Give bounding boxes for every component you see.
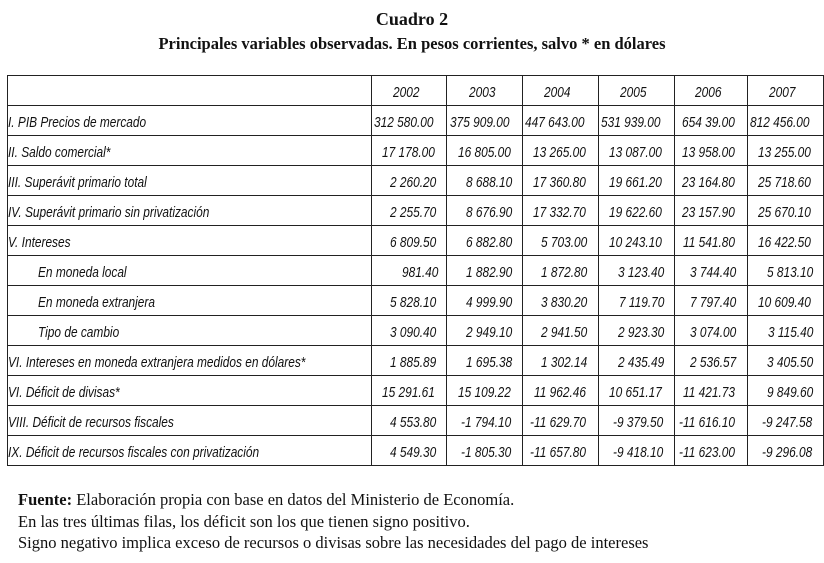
value-cell: [447, 376, 523, 406]
year-header: [371, 76, 447, 106]
value-cell: [371, 286, 447, 316]
cell-value: -9 418.10: [612, 444, 663, 461]
cell-value: 5 828.10: [389, 294, 437, 311]
cell-value: 10 609.40: [758, 294, 812, 311]
value-cell: [447, 106, 523, 136]
header-blank-cell: [8, 76, 372, 106]
cell-value: 654 39.00: [682, 114, 736, 131]
note-line-1: En las tres últimas filas, los déficit son los que tienen signo positivo.: [18, 511, 470, 531]
row-label-cell: [8, 106, 372, 136]
row-label-cell: [8, 136, 372, 166]
row-label: En moneda local: [38, 264, 127, 281]
value-cell: [598, 226, 674, 256]
value-cell: [747, 286, 823, 316]
cell-value: 13 265.00: [533, 144, 587, 161]
value-cell: [523, 406, 599, 436]
cell-value: 3 090.40: [389, 324, 437, 341]
cell-value: 981.40: [401, 264, 439, 281]
cell-value: 2 536.57: [690, 354, 737, 371]
cell-value: 15 109.22: [457, 384, 511, 401]
row-label: VI. Déficit de divisas*: [8, 384, 120, 401]
cell-value: 6 882.80: [465, 234, 513, 251]
value-cell: [371, 436, 447, 466]
cell-value: 3 830.20: [541, 294, 588, 311]
value-cell: [747, 346, 823, 376]
row-label: IX. Déficit de recursos fiscales con privatización: [8, 444, 260, 461]
value-cell: [598, 256, 674, 286]
cell-value: 10 243.10: [609, 234, 663, 251]
value-cell: [523, 166, 599, 196]
value-cell: [523, 226, 599, 256]
value-cell: [675, 346, 748, 376]
cell-value: 312 580.00: [373, 114, 434, 131]
table-subtitle: Principales variables observadas. En pesos corrientes, salvo * en dólares: [158, 34, 666, 53]
value-cell: [371, 166, 447, 196]
cell-value: 3 744.40: [690, 264, 737, 281]
value-cell: [675, 106, 748, 136]
row-label-cell: [8, 316, 372, 346]
cell-value: 3 074.00: [690, 324, 737, 341]
cell-value: 23 157.90: [682, 204, 736, 221]
cell-value: 16 422.50: [758, 234, 812, 251]
cell-value: 15 291.61: [381, 384, 435, 401]
source-label: Fuente:: [18, 490, 73, 509]
cell-value: 5 813.10: [766, 264, 813, 281]
value-cell: [747, 256, 823, 286]
value-cell: [523, 196, 599, 226]
value-cell: [598, 106, 674, 136]
value-cell: [598, 376, 674, 406]
cell-value: 9 849.60: [766, 384, 813, 401]
value-cell: [371, 226, 447, 256]
value-cell: [523, 256, 599, 286]
cell-value: 4 553.80: [389, 414, 437, 431]
table-row: [8, 286, 824, 316]
value-cell: [747, 196, 823, 226]
value-cell: [447, 286, 523, 316]
year-header: [523, 76, 599, 106]
value-cell: [523, 376, 599, 406]
table-row: [8, 376, 824, 406]
value-cell: [447, 226, 523, 256]
year-header: [598, 76, 674, 106]
value-cell: [447, 346, 523, 376]
cell-value: 2 255.70: [389, 204, 437, 221]
value-cell: [371, 376, 447, 406]
year-header: [747, 76, 823, 106]
cell-value: 11 541.80: [683, 234, 736, 251]
cell-value: 8 688.10: [465, 174, 513, 191]
row-label-cell: [8, 436, 372, 466]
cell-value: -1 805.30: [461, 444, 512, 461]
cell-value: 17 178.00: [381, 144, 435, 161]
value-cell: [747, 226, 823, 256]
value-cell: [523, 316, 599, 346]
footer-notes: [18, 489, 648, 554]
cell-value: 4 999.90: [465, 294, 513, 311]
value-cell: [523, 136, 599, 166]
row-label-cell: [8, 256, 372, 286]
value-cell: [598, 286, 674, 316]
value-cell: [675, 316, 748, 346]
row-label: VI. Intereses en moneda extranjera medidos en dólares*: [8, 354, 306, 371]
table-row: [8, 256, 824, 286]
year-header: [675, 76, 748, 106]
table-row: [8, 106, 824, 136]
value-cell: [523, 436, 599, 466]
data-table: [7, 75, 824, 466]
row-label-cell: [8, 376, 372, 406]
value-cell: [447, 256, 523, 286]
value-cell: [598, 436, 674, 466]
cell-value: 2 435.49: [617, 354, 664, 371]
value-cell: [447, 316, 523, 346]
table-row: [8, 346, 824, 376]
cell-value: 23 164.80: [682, 174, 736, 191]
row-label-cell: [8, 406, 372, 436]
table-row: [8, 316, 824, 346]
cell-value: -11 657.80: [529, 444, 586, 461]
cell-value: 447 643.00: [525, 114, 585, 131]
table-row: [8, 226, 824, 256]
cell-value: 25 718.60: [758, 174, 812, 191]
value-cell: [598, 196, 674, 226]
value-cell: [675, 436, 748, 466]
value-cell: [598, 346, 674, 376]
source-text: Elaboración propia con base en datos del Ministerio de Economía.: [76, 490, 515, 509]
cell-value: 8 676.90: [465, 204, 513, 221]
value-cell: [447, 166, 523, 196]
cell-value: -11 623.00: [678, 444, 735, 461]
cell-value: -9 247.58: [761, 414, 812, 431]
value-cell: [598, 316, 674, 346]
header-row: [8, 76, 824, 106]
table-row: [8, 196, 824, 226]
row-label: VIII. Déficit de recursos fiscales: [8, 414, 174, 431]
value-cell: [371, 346, 447, 376]
cell-value: 13 255.00: [758, 144, 812, 161]
value-cell: [371, 136, 447, 166]
cell-value: 3 123.40: [617, 264, 664, 281]
value-cell: [747, 106, 823, 136]
value-cell: [747, 376, 823, 406]
row-label: IV. Superávit primario sin privatización: [8, 204, 210, 221]
cell-value: 19 622.60: [609, 204, 663, 221]
cell-value: 4 549.30: [389, 444, 437, 461]
value-cell: [447, 436, 523, 466]
cell-value: 6 809.50: [389, 234, 437, 251]
year-label: 2005: [620, 84, 647, 101]
year-label: 2002: [392, 84, 420, 101]
cell-value: 2 923.30: [617, 324, 664, 341]
year-label: 2003: [468, 84, 496, 101]
row-label-cell: [8, 166, 372, 196]
row-label: En moneda extranjera: [38, 294, 155, 311]
row-label: I. PIB Precios de mercado: [8, 114, 147, 131]
year-header: [447, 76, 523, 106]
cell-value: -1 794.10: [461, 414, 512, 431]
row-label-cell: [8, 286, 372, 316]
value-cell: [675, 196, 748, 226]
cell-value: 2 260.20: [389, 174, 437, 191]
value-cell: [447, 136, 523, 166]
value-cell: [675, 136, 748, 166]
cell-value: 3 115.40: [767, 324, 814, 341]
row-label: Tipo de cambio: [38, 324, 120, 341]
cell-value: 13 958.00: [682, 144, 736, 161]
value-cell: [747, 406, 823, 436]
year-label: 2007: [769, 84, 796, 101]
cell-value: 5 703.00: [541, 234, 588, 251]
value-cell: [371, 316, 447, 346]
value-cell: [747, 436, 823, 466]
value-cell: [675, 226, 748, 256]
value-cell: [447, 196, 523, 226]
cell-value: 3 405.50: [766, 354, 813, 371]
value-cell: [747, 166, 823, 196]
cell-value: -9 296.08: [761, 444, 812, 461]
value-cell: [523, 106, 599, 136]
cell-value: -11 616.10: [678, 414, 735, 431]
value-cell: [675, 256, 748, 286]
value-cell: [371, 256, 447, 286]
value-cell: [675, 406, 748, 436]
cell-value: 10 651.17: [609, 384, 663, 401]
value-cell: [371, 106, 447, 136]
cell-value: 11 421.73: [683, 384, 736, 401]
table-row: [8, 406, 824, 436]
value-cell: [447, 406, 523, 436]
value-cell: [598, 136, 674, 166]
cell-value: 2 949.10: [465, 324, 513, 341]
cell-value: 7 797.40: [690, 294, 737, 311]
row-label: II. Saldo comercial*: [8, 144, 111, 161]
year-label: 2004: [544, 84, 571, 101]
value-cell: [675, 376, 748, 406]
table-row: [8, 436, 824, 466]
value-cell: [598, 406, 674, 436]
value-cell: [675, 286, 748, 316]
cell-value: 17 332.70: [533, 204, 587, 221]
year-label: 2006: [694, 84, 722, 101]
cell-value: 13 087.00: [609, 144, 663, 161]
cell-value: 16 805.00: [457, 144, 511, 161]
value-cell: [598, 166, 674, 196]
cell-value: -9 379.50: [612, 414, 663, 431]
cell-value: 17 360.80: [533, 174, 587, 191]
cell-value: 1 885.89: [389, 354, 437, 371]
cell-value: 19 661.20: [609, 174, 663, 191]
value-cell: [675, 166, 748, 196]
value-cell: [747, 136, 823, 166]
cell-value: 375 909.00: [449, 114, 510, 131]
cell-value: 1 302.14: [541, 354, 588, 371]
table-row: [8, 166, 824, 196]
cell-value: 531 939.00: [601, 114, 661, 131]
cell-value: 1 882.90: [465, 264, 513, 281]
row-label-cell: [8, 196, 372, 226]
source-line: [18, 489, 648, 511]
cell-value: 2 941.50: [541, 324, 588, 341]
note-line-2: Signo negativo implica exceso de recursos o divisas sobre las necesidades del pago de intereses: [18, 533, 649, 552]
cell-value: 11 962.46: [534, 384, 587, 401]
value-cell: [371, 406, 447, 436]
cell-value: 812 456.00: [750, 114, 810, 131]
value-cell: [523, 286, 599, 316]
table-row: [8, 136, 824, 166]
value-cell: [371, 196, 447, 226]
value-cell: [523, 346, 599, 376]
row-label: III. Superávit primario total: [8, 174, 147, 191]
cell-value: 7 119.70: [618, 294, 665, 311]
table-title: Cuadro 2: [375, 9, 449, 29]
row-label: V. Intereses: [8, 234, 71, 251]
row-label-cell: [8, 226, 372, 256]
cell-value: 1 695.38: [465, 354, 513, 371]
cell-value: -11 629.70: [529, 414, 586, 431]
value-cell: [747, 316, 823, 346]
cell-value: 25 670.10: [758, 204, 812, 221]
row-label-cell: [8, 346, 372, 376]
cell-value: 1 872.80: [541, 264, 588, 281]
